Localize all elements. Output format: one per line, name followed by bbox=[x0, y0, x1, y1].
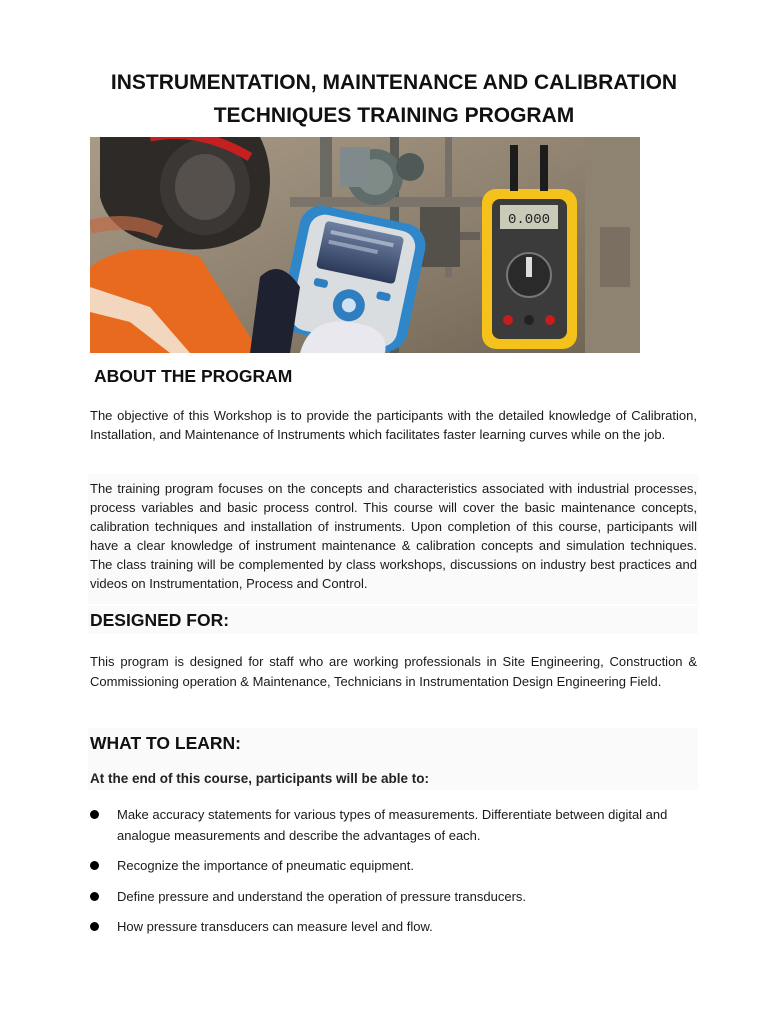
section-heading-designed-for: DESIGNED FOR: bbox=[90, 610, 230, 630]
list-item: Define pressure and understand the operation of pressure transducers. bbox=[90, 887, 697, 908]
learning-intro: At the end of this course, participants will be able to: bbox=[90, 771, 430, 786]
learning-objectives-list bbox=[90, 805, 697, 948]
svg-text:0.000: 0.000 bbox=[507, 212, 551, 228]
list-item: How pressure transducers can measure level and flow. bbox=[90, 917, 697, 938]
about-paragraph-2: The training program focuses on the concepts and characteristics associated with industrial processes, process variables and basic process control. This course will cover the basic maintenance concepts, calibration techniques and installation of instruments. Upon completion of this course, participants will have a clear knowledge of instrument maintenance & calibration concepts and simulation techniques. The class training will be complemented by class workshops, discussions on industry best practices and videos on Instrumentation, Process and Control. bbox=[90, 481, 697, 591]
hero-image bbox=[90, 137, 640, 353]
bullet-icon bbox=[90, 810, 99, 819]
bullet-icon bbox=[90, 922, 99, 931]
bullet-icon bbox=[90, 892, 99, 901]
section-heading-what-to-learn: WHAT TO LEARN: bbox=[90, 733, 241, 753]
list-item: Recognize the importance of pneumatic equipment. bbox=[90, 856, 697, 877]
list-item: Make accuracy statements for various types of measurements. Differentiate between digital and analogue measurements and describe the advantages of each. bbox=[90, 805, 697, 846]
bullet-icon bbox=[90, 861, 99, 870]
section-heading-about: ABOUT THE PROGRAM bbox=[94, 366, 293, 386]
about-paragraph-1: The objective of this Workshop is to provide the participants with the detailed knowledge of Calibration, Installation, and Maintenance of Instruments which facilitates faster learning curves while on the job. bbox=[90, 408, 697, 442]
page-title: INSTRUMENTATION, MAINTENANCE AND CALIBRATION TECHNIQUES TRAINING PROGRAM bbox=[110, 71, 678, 127]
technician-calibration-photo bbox=[90, 137, 640, 353]
designed-for-paragraph: This program is designed for staff who are working professionals in Site Engineering, Construction & Commissioning operation & Maintenance, Technicians in Instrumentation Design Engineering Field. bbox=[90, 654, 697, 689]
